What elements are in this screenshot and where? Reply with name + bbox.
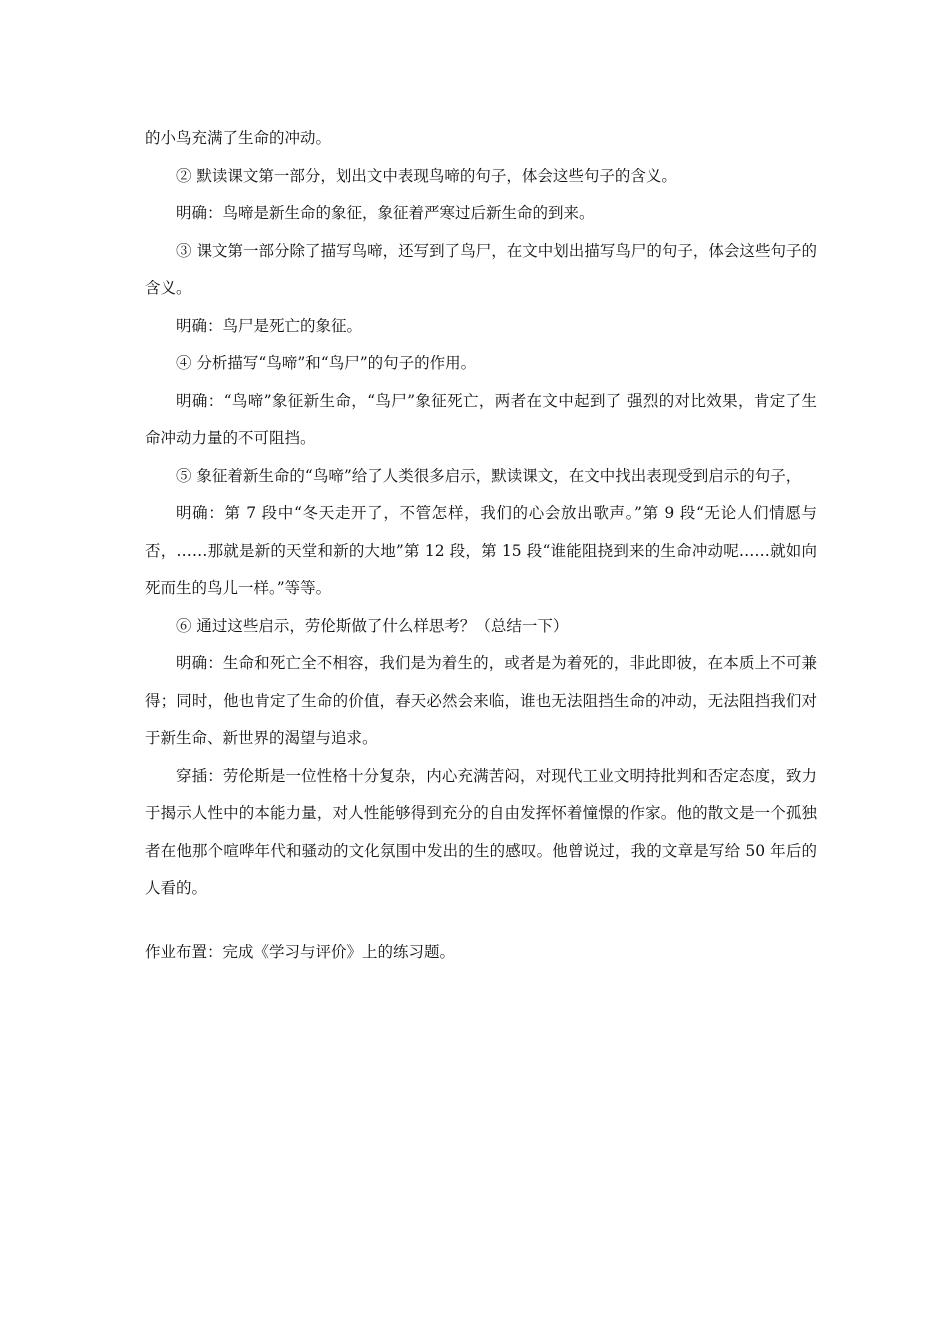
background-note: 穿插：劳伦斯是一位性格十分复杂，内心充满苦闷，对现代工业文明持批判和否定态度，致力于揭示人性中的本能力量，对人性能够得到充分的自由发挥怀着憧憬的作家。他的散文是一个孤独者在他那个喧哗年代和骚动的文化氛围中发出的生的感叹。他曾说过，我的文章是写给 50 年后的人看的。 — [145, 766, 817, 897]
homework-assignment: 作业布置：完成《学习与评价》上的练习题。 — [145, 942, 456, 961]
answer-6: 明确：生命和死亡全不相容，我们是为着生的，或者是为着死的，非此即彼，在本质上不可兼得；同时，他也肯定了生命的价值，春天必然会来临，谁也无法阻挡生命的冲动，无法阻挡我们对于新生命、新世界的渴望与追求。 — [145, 654, 817, 747]
question-3: ③ 课文第一部分除了描写鸟啼，还写到了鸟尸，在文中划出描写鸟尸的句子，体会这些句子的含义。 — [145, 241, 817, 297]
question-5: ⑤ 象征着新生命的“鸟啼”给了人类很多启示，默读课文，在文中找出表现受到启示的句子， — [176, 466, 802, 485]
paragraph-continuation: 的小鸟充满了生命的冲动。 — [145, 129, 332, 147]
question-4: ④ 分析描写“鸟啼”和“鸟尸”的句子的作用。 — [176, 354, 477, 372]
question-2: ② 默读课文第一部分，划出文中表现鸟啼的句子，体会这些句子的含义。 — [176, 166, 677, 185]
answer-5: 明确：第 7 段中“冬天走开了，不管怎样，我们的心会放出歌声。”第 9 段“无论人们情愿与否，……那就是新的天堂和新的大地”第 12 段，第 15 段“谁能阻挠到来的生命冲动呢……就如向死而生的鸟儿一样。”等等。 — [145, 504, 817, 597]
answer-3: 明确：鸟尸是死亡的象征。 — [176, 316, 363, 335]
answer-4: 明确：“鸟啼”象征新生命，“鸟尸”象征死亡，两者在文中起到了 强烈的对比效果，肯定了生命冲动力量的不可阻挡。 — [145, 391, 817, 447]
document-body — [145, 120, 817, 971]
question-6: ⑥ 通过这些启示，劳伦斯做了什么样思考？（总结一下） — [176, 616, 569, 635]
answer-2: 明确：鸟啼是新生命的象征，象征着严寒过后新生命的到来。 — [176, 204, 595, 222]
